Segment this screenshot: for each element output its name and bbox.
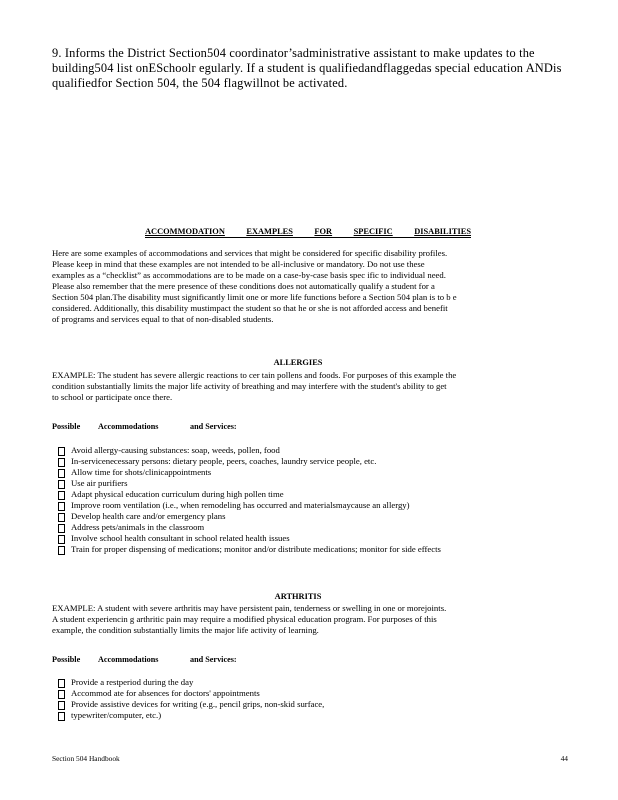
label-word: Possible [52, 422, 81, 431]
allergies-example [52, 370, 567, 403]
label-word: Accommodations [98, 422, 159, 431]
allergies-accommodation-list [58, 445, 568, 555]
checkbox-bullet-icon [58, 546, 65, 555]
intro-paragraph [52, 248, 567, 325]
intro-line: considered. Additionally, this disability mustimpact the student so that he or she is not afforded access and benefit [52, 303, 448, 313]
list-item: Adapt physical education curriculum during high pollen time [58, 489, 568, 500]
intro-line: of programs and services equal to that of non-disabled students. [52, 314, 274, 324]
intro-line: Please keep in mind that these examples are not intended to be all-inclusive or mandatory. Do not use these [52, 259, 425, 269]
checkbox-bullet-icon [58, 712, 65, 721]
accommodation-examples-heading [145, 227, 471, 238]
example-line: EXAMPLE: A student with severe arthritis may have persistent pain, tenderness or swelling in one or morejoints. [52, 603, 447, 613]
checkbox-bullet-icon [58, 679, 65, 688]
example-line: condition substantially limits the major life activity of breathing and may interfere with the student's ability to get [52, 381, 447, 391]
list-item: Train for proper dispensing of medications; monitor and/or distribute medications; monitor for side effects [58, 544, 568, 555]
list-item: Address pets/animals in the classroom [58, 522, 568, 533]
arthritis-example [52, 603, 567, 636]
list-item: Provide a restperiod during the day [58, 677, 568, 688]
example-line: example, the condition substantially limits the major life activity of learning. [52, 625, 319, 635]
footer-page-number: 44 [560, 754, 568, 763]
heading-word: SPECIFIC [353, 227, 393, 236]
intro-line: examples as a “checklist” as accommodations are to be made on a case-by-case basis spec ific to individual need. [52, 270, 446, 280]
list-item: Develop health care and/or emergency plans [58, 511, 568, 522]
checkbox-bullet-icon [58, 690, 65, 699]
example-line: A student experiencin g arthritic pain may require a modified physical education program. For purposes of this [52, 614, 437, 624]
label-word: Possible [52, 655, 81, 664]
example-line: to school or participate once there. [52, 392, 173, 402]
checkbox-bullet-icon [58, 701, 65, 710]
heading-word: FOR [314, 227, 333, 236]
checkbox-bullet-icon [58, 502, 65, 511]
intro-line: Please also remember that the mere presence of these conditions does not automatically qualify a student for a [52, 281, 435, 291]
list-item: Accommod ate for absences for doctors' appointments [58, 688, 568, 699]
intro-line: Section 504 plan.The disability must significantly limit one or more life functions before a Section 504 plan is to b e [52, 292, 457, 302]
label-word: and Services: [190, 655, 237, 664]
checkbox-bullet-icon [58, 447, 65, 456]
intro-line: Here are some examples of accommodations and services that might be considered for specific disability profiles. [52, 248, 448, 258]
item-9-paragraph: 9. Informs the District Section504 coordinator’sadministrative assistant to make updates to the building504 list onESchoolr egularly. If a student is qualifiedandflaggedas special education ANDis qualifiedfor Section 504, the 504 flagwillnot be activated. [52, 46, 562, 91]
list-item: Involve school health consultant in school related health issues [58, 533, 568, 544]
list-item: Avoid allergy-causing substances: soap, weeds, pollen, food [58, 445, 568, 456]
checkbox-bullet-icon [58, 491, 65, 500]
allergies-possible-accommodations-label [52, 422, 252, 431]
example-line: EXAMPLE: The student has severe allergic reactions to cer tain pollens and foods. For purposes of this example the [52, 370, 457, 380]
checkbox-bullet-icon [58, 469, 65, 478]
arthritis-heading: ARTHRITIS [274, 592, 322, 601]
checkbox-bullet-icon [58, 513, 65, 522]
list-item: Use air purifiers [58, 478, 568, 489]
list-item: In-servicenecessary persons: dietary people, peers, coaches, laundry service people, etc. [58, 456, 568, 467]
heading-word: EXAMPLES [246, 227, 293, 236]
checkbox-bullet-icon [58, 524, 65, 533]
heading-word: DISABILITIES [414, 227, 471, 236]
list-item: typewriter/computer, etc.) [58, 710, 568, 721]
checkbox-bullet-icon [58, 480, 65, 489]
list-item: Allow time for shots/clinicappointments [58, 467, 568, 478]
arthritis-accommodation-list [58, 677, 568, 721]
label-word: and Services: [190, 422, 237, 431]
heading-word: ACCOMMODATION [145, 227, 225, 236]
label-word: Accommodations [98, 655, 159, 664]
arthritis-possible-accommodations-label [52, 655, 252, 664]
list-item: Provide assistive devices for writing (e.g., pencil grips, non-skid surface, [58, 699, 568, 710]
list-item: Improve room ventilation (i.e., when remodeling has occurred and materialsmaycause an allergy) [58, 500, 568, 511]
footer-handbook-title: Section 504 Handbook [52, 754, 120, 763]
checkbox-bullet-icon [58, 535, 65, 544]
allergies-heading: ALLERGIES [273, 358, 323, 367]
checkbox-bullet-icon [58, 458, 65, 467]
